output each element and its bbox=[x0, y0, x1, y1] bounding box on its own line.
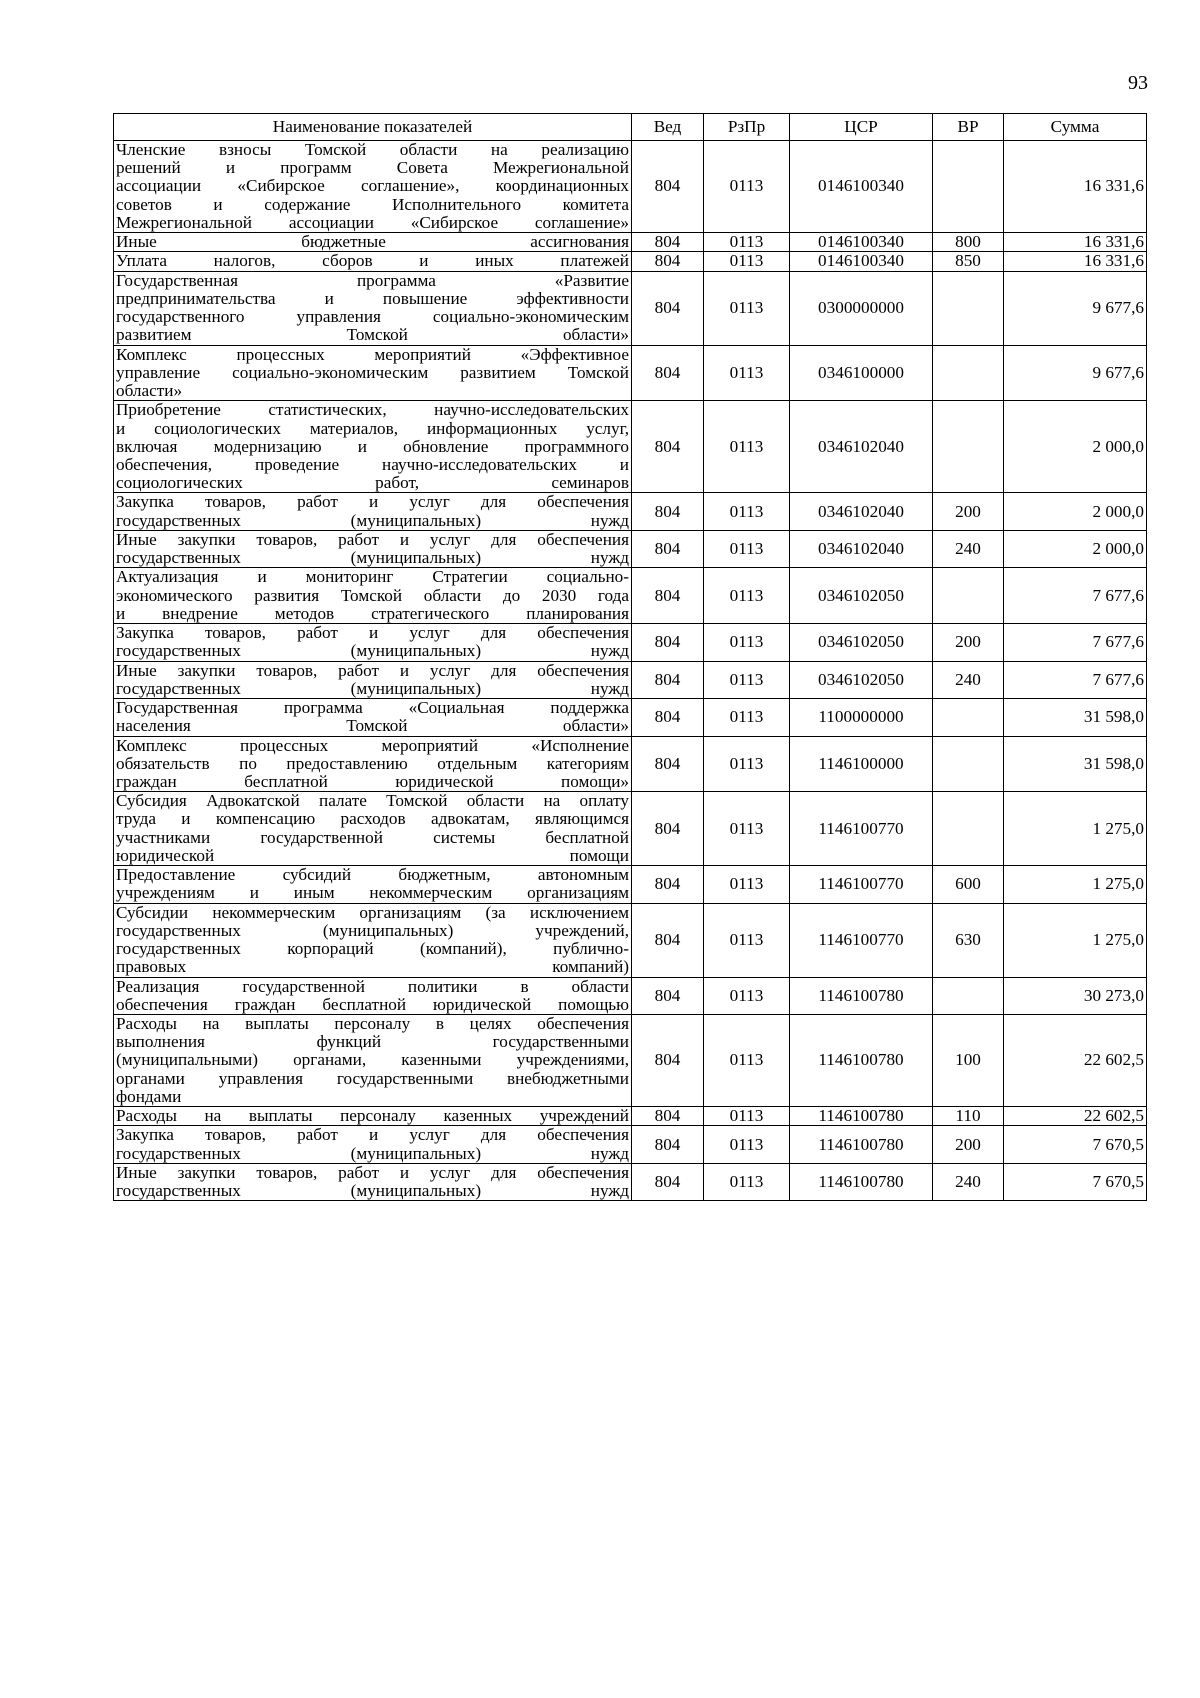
row-name-line: органами управления государственными внебюджетными bbox=[116, 1068, 629, 1088]
row-name-line: развитием Томской области» bbox=[116, 325, 629, 345]
header-sum: Сумма bbox=[1004, 114, 1147, 141]
cell-sum: 22 602,5 bbox=[1004, 1107, 1147, 1126]
row-name-line: (муниципальными) органами, казенными учреждениями, bbox=[116, 1050, 629, 1070]
row-name bbox=[114, 792, 632, 866]
cell-rzpr: 0113 bbox=[704, 903, 790, 977]
row-name-line: учреждениям и иным некоммерческим организациям bbox=[116, 883, 629, 903]
cell-ved: 804 bbox=[632, 345, 704, 401]
page-number: 93 bbox=[1128, 72, 1148, 94]
row-name-line: государственных (муниципальных) нужд bbox=[116, 548, 629, 568]
cell-csr: 1100000000 bbox=[790, 699, 933, 736]
cell-csr: 1146100770 bbox=[790, 903, 933, 977]
row-name-line: Актуализация и мониторинг Стратегии социально- bbox=[116, 567, 629, 587]
row-name-line: управление социально-экономическим развитием Томской bbox=[116, 362, 629, 382]
cell-vr: 630 bbox=[933, 903, 1004, 977]
row-name-line: Расходы на выплаты персоналу в целях обеспечения bbox=[116, 1014, 629, 1034]
cell-sum: 16 331,6 bbox=[1004, 252, 1147, 271]
row-name-line: государственных корпораций (компаний), публично- bbox=[116, 939, 629, 959]
cell-csr: 0300000000 bbox=[790, 271, 933, 345]
cell-ved: 804 bbox=[632, 141, 704, 233]
cell-vr bbox=[933, 141, 1004, 233]
row-name bbox=[114, 568, 632, 624]
row-name-line: Межрегиональной ассоциации «Сибирское соглашение» bbox=[116, 212, 629, 232]
cell-csr: 1146100780 bbox=[790, 1107, 933, 1126]
cell-rzpr: 0113 bbox=[704, 568, 790, 624]
cell-ved: 804 bbox=[632, 661, 704, 698]
table-row bbox=[114, 1163, 1147, 1200]
row-name-line: Закупка товаров, работ и услуг для обеспечения bbox=[116, 1125, 629, 1145]
table-row bbox=[114, 141, 1147, 233]
cell-sum: 2 000,0 bbox=[1004, 493, 1147, 530]
cell-rzpr: 0113 bbox=[704, 792, 790, 866]
row-name bbox=[114, 699, 632, 736]
row-name-line: Государственная программа «Социальная поддержка bbox=[116, 698, 629, 718]
row-name-line: фондами bbox=[116, 1086, 182, 1106]
table-row bbox=[114, 792, 1147, 866]
cell-csr: 0346100000 bbox=[790, 345, 933, 401]
row-name-line: правовых компаний) bbox=[116, 957, 629, 977]
cell-vr: 850 bbox=[933, 252, 1004, 271]
cell-vr: 200 bbox=[933, 624, 1004, 661]
row-name bbox=[114, 1163, 632, 1200]
row-name-line: социологических работ, семинаров bbox=[116, 473, 629, 493]
row-name-line: государственных (муниципальных) нужд bbox=[116, 1143, 629, 1163]
cell-sum: 16 331,6 bbox=[1004, 141, 1147, 233]
row-name bbox=[114, 624, 632, 661]
row-name-line: и внедрение методов стратегического планирования bbox=[116, 603, 629, 623]
cell-rzpr: 0113 bbox=[704, 345, 790, 401]
cell-sum: 7 670,5 bbox=[1004, 1126, 1147, 1163]
cell-vr bbox=[933, 792, 1004, 866]
cell-sum: 1 275,0 bbox=[1004, 866, 1147, 903]
cell-rzpr: 0113 bbox=[704, 271, 790, 345]
row-name bbox=[114, 977, 632, 1014]
row-name-line: Иные закупки товаров, работ и услуг для обеспечения bbox=[116, 529, 629, 549]
row-name bbox=[114, 1015, 632, 1107]
row-name bbox=[114, 903, 632, 977]
row-name-line: труда и компенсацию расходов адвокатам, являющимся bbox=[116, 809, 629, 829]
row-name bbox=[114, 493, 632, 530]
cell-rzpr: 0113 bbox=[704, 233, 790, 252]
row-name-line: Субсидии некоммерческим организациям (за исключением bbox=[116, 902, 629, 922]
cell-rzpr: 0113 bbox=[704, 661, 790, 698]
table-row bbox=[114, 699, 1147, 736]
row-name-line: граждан бесплатной юридической помощи» bbox=[116, 771, 629, 791]
cell-sum: 7 670,5 bbox=[1004, 1163, 1147, 1200]
row-name-line: экономического развития Томской области до 2030 года bbox=[116, 585, 629, 605]
table-row bbox=[114, 1107, 1147, 1126]
cell-csr: 1146100770 bbox=[790, 866, 933, 903]
cell-vr: 240 bbox=[933, 1163, 1004, 1200]
row-name-line: населения Томской области» bbox=[116, 716, 629, 736]
row-name bbox=[114, 866, 632, 903]
cell-rzpr: 0113 bbox=[704, 401, 790, 493]
cell-vr bbox=[933, 271, 1004, 345]
cell-csr: 0146100340 bbox=[790, 252, 933, 271]
cell-sum: 31 598,0 bbox=[1004, 736, 1147, 792]
row-name bbox=[114, 736, 632, 792]
budget-table bbox=[113, 113, 1147, 1201]
cell-vr: 200 bbox=[933, 493, 1004, 530]
table-row bbox=[114, 1126, 1147, 1163]
cell-sum: 9 677,6 bbox=[1004, 271, 1147, 345]
cell-ved: 804 bbox=[632, 493, 704, 530]
row-name-line: Членские взносы Томской области на реализацию bbox=[116, 140, 629, 159]
table-row bbox=[114, 1015, 1147, 1107]
cell-ved: 804 bbox=[632, 624, 704, 661]
cell-ved: 804 bbox=[632, 1015, 704, 1107]
table-row bbox=[114, 624, 1147, 661]
table-row bbox=[114, 401, 1147, 493]
table-row bbox=[114, 493, 1147, 530]
row-name-line: Уплата налогов, сборов и иных платежей bbox=[116, 251, 629, 271]
cell-rzpr: 0113 bbox=[704, 977, 790, 1014]
cell-sum: 16 331,6 bbox=[1004, 233, 1147, 252]
cell-ved: 804 bbox=[632, 530, 704, 567]
cell-csr: 0346102050 bbox=[790, 624, 933, 661]
cell-csr: 0146100340 bbox=[790, 233, 933, 252]
cell-sum: 7 677,6 bbox=[1004, 661, 1147, 698]
cell-csr: 1146100780 bbox=[790, 1163, 933, 1200]
row-name bbox=[114, 1107, 632, 1126]
cell-vr bbox=[933, 568, 1004, 624]
table-body bbox=[114, 141, 1147, 1201]
cell-csr: 1146100780 bbox=[790, 1126, 933, 1163]
cell-rzpr: 0113 bbox=[704, 736, 790, 792]
row-name-line: государственных (муниципальных) нужд bbox=[116, 678, 629, 698]
cell-csr: 0146100340 bbox=[790, 141, 933, 233]
row-name-line: обеспечения, проведение научно-исследовательских и bbox=[116, 454, 629, 474]
row-name-line: Комплекс процессных мероприятий «Эффективное bbox=[116, 344, 629, 364]
row-name-line: Государственная программа «Развитие bbox=[116, 270, 629, 290]
table-row bbox=[114, 866, 1147, 903]
cell-vr: 240 bbox=[933, 530, 1004, 567]
row-name bbox=[114, 401, 632, 493]
cell-ved: 804 bbox=[632, 866, 704, 903]
row-name-line: советов и содержание Исполнительного комитета bbox=[116, 194, 629, 214]
row-name-line: участниками государственной системы бесплатной bbox=[116, 827, 629, 847]
table-row bbox=[114, 271, 1147, 345]
cell-vr: 110 bbox=[933, 1107, 1004, 1126]
row-name-line: государственных (муниципальных) нужд bbox=[116, 641, 629, 661]
table-row bbox=[114, 252, 1147, 271]
row-name bbox=[114, 1126, 632, 1163]
cell-sum: 7 677,6 bbox=[1004, 568, 1147, 624]
row-name-line: Иные бюджетные ассигнования bbox=[116, 232, 629, 252]
table-row bbox=[114, 233, 1147, 252]
cell-ved: 804 bbox=[632, 736, 704, 792]
table-row bbox=[114, 661, 1147, 698]
cell-vr bbox=[933, 977, 1004, 1014]
row-name-line: обязательств по предоставлению отдельным категориям bbox=[116, 753, 629, 773]
row-name-line: Субсидия Адвокатской палате Томской области на оплату bbox=[116, 791, 629, 811]
cell-sum: 9 677,6 bbox=[1004, 345, 1147, 401]
row-name-line: ассоциации «Сибирское соглашение», координационных bbox=[116, 176, 629, 196]
cell-rzpr: 0113 bbox=[704, 141, 790, 233]
row-name-line: государственных (муниципальных) нужд bbox=[116, 510, 629, 530]
cell-ved: 804 bbox=[632, 699, 704, 736]
row-name-line: обеспечения граждан бесплатной юридической помощью bbox=[116, 994, 629, 1014]
cell-sum: 2 000,0 bbox=[1004, 530, 1147, 567]
cell-sum: 2 000,0 bbox=[1004, 401, 1147, 493]
header-csr: ЦСР bbox=[790, 114, 933, 141]
cell-ved: 804 bbox=[632, 977, 704, 1014]
row-name bbox=[114, 233, 632, 252]
row-name-line: Закупка товаров, работ и услуг для обеспечения bbox=[116, 623, 629, 643]
cell-rzpr: 0113 bbox=[704, 252, 790, 271]
cell-ved: 804 bbox=[632, 1107, 704, 1126]
row-name-line: Иные закупки товаров, работ и услуг для обеспечения bbox=[116, 1162, 629, 1182]
cell-rzpr: 0113 bbox=[704, 530, 790, 567]
cell-sum: 1 275,0 bbox=[1004, 792, 1147, 866]
header-rzpr: РзПр bbox=[704, 114, 790, 141]
row-name-line: Комплекс процессных мероприятий «Исполнение bbox=[116, 735, 629, 755]
row-name-line: Расходы на выплаты персоналу казенных учреждений bbox=[116, 1106, 629, 1126]
cell-rzpr: 0113 bbox=[704, 1107, 790, 1126]
cell-csr: 1146100780 bbox=[790, 1015, 933, 1107]
header-vr: ВР bbox=[933, 114, 1004, 141]
cell-ved: 804 bbox=[632, 252, 704, 271]
cell-csr: 0346102050 bbox=[790, 568, 933, 624]
row-name bbox=[114, 141, 632, 233]
cell-vr: 240 bbox=[933, 661, 1004, 698]
cell-ved: 804 bbox=[632, 1126, 704, 1163]
cell-ved: 804 bbox=[632, 271, 704, 345]
row-name-line: Иные закупки товаров, работ и услуг для обеспечения bbox=[116, 660, 629, 680]
row-name-line: государственных (муниципальных) учреждений, bbox=[116, 920, 629, 940]
row-name-line: Предоставление субсидий бюджетным, автономным bbox=[116, 865, 629, 885]
row-name-line: Реализация государственной политики в области bbox=[116, 976, 629, 996]
row-name-line: решений и программ Совета Межрегиональной bbox=[116, 158, 629, 178]
row-name bbox=[114, 252, 632, 271]
cell-rzpr: 0113 bbox=[704, 624, 790, 661]
cell-rzpr: 0113 bbox=[704, 1126, 790, 1163]
cell-vr: 800 bbox=[933, 233, 1004, 252]
table-header-row bbox=[114, 114, 1147, 141]
cell-vr bbox=[933, 699, 1004, 736]
row-name-line: выполнения функций государственными bbox=[116, 1032, 629, 1052]
table-row bbox=[114, 568, 1147, 624]
row-name bbox=[114, 345, 632, 401]
cell-csr: 0346102040 bbox=[790, 401, 933, 493]
cell-csr: 0346102040 bbox=[790, 530, 933, 567]
table-row bbox=[114, 903, 1147, 977]
cell-csr: 1146100780 bbox=[790, 977, 933, 1014]
table-row bbox=[114, 530, 1147, 567]
table-row bbox=[114, 977, 1147, 1014]
cell-vr: 600 bbox=[933, 866, 1004, 903]
cell-rzpr: 0113 bbox=[704, 493, 790, 530]
cell-vr bbox=[933, 736, 1004, 792]
header-ved: Вед bbox=[632, 114, 704, 141]
header-name: Наименование показателей bbox=[114, 114, 632, 141]
cell-rzpr: 0113 bbox=[704, 866, 790, 903]
cell-sum: 7 677,6 bbox=[1004, 624, 1147, 661]
cell-sum: 30 273,0 bbox=[1004, 977, 1147, 1014]
cell-sum: 1 275,0 bbox=[1004, 903, 1147, 977]
cell-ved: 804 bbox=[632, 233, 704, 252]
table-row bbox=[114, 345, 1147, 401]
row-name bbox=[114, 530, 632, 567]
cell-csr: 1146100770 bbox=[790, 792, 933, 866]
table-row bbox=[114, 736, 1147, 792]
row-name-line: Приобретение статистических, научно-исследовательских bbox=[116, 400, 629, 420]
cell-csr: 0346102040 bbox=[790, 493, 933, 530]
cell-csr: 1146100000 bbox=[790, 736, 933, 792]
cell-rzpr: 0113 bbox=[704, 1015, 790, 1107]
row-name-line: области» bbox=[116, 381, 183, 401]
row-name-line: юридической помощи bbox=[116, 845, 629, 865]
cell-sum: 22 602,5 bbox=[1004, 1015, 1147, 1107]
row-name bbox=[114, 661, 632, 698]
cell-rzpr: 0113 bbox=[704, 699, 790, 736]
cell-rzpr: 0113 bbox=[704, 1163, 790, 1200]
cell-vr: 200 bbox=[933, 1126, 1004, 1163]
row-name-line: государственного управления социально-экономическим bbox=[116, 307, 629, 327]
row-name bbox=[114, 271, 632, 345]
cell-vr bbox=[933, 345, 1004, 401]
cell-ved: 804 bbox=[632, 401, 704, 493]
row-name-line: предпринимательства и повышение эффективности bbox=[116, 288, 629, 308]
row-name-line: включая модернизацию и обновление программного bbox=[116, 436, 629, 456]
row-name-line: государственных (муниципальных) нужд bbox=[116, 1181, 629, 1201]
row-name-line: Закупка товаров, работ и услуг для обеспечения bbox=[116, 492, 629, 512]
cell-sum: 31 598,0 bbox=[1004, 699, 1147, 736]
cell-ved: 804 bbox=[632, 1163, 704, 1200]
row-name-line: и социологических материалов, информационных услуг, bbox=[116, 418, 629, 438]
cell-csr: 0346102050 bbox=[790, 661, 933, 698]
cell-ved: 804 bbox=[632, 792, 704, 866]
cell-vr: 100 bbox=[933, 1015, 1004, 1107]
cell-vr bbox=[933, 401, 1004, 493]
cell-ved: 804 bbox=[632, 568, 704, 624]
cell-ved: 804 bbox=[632, 903, 704, 977]
